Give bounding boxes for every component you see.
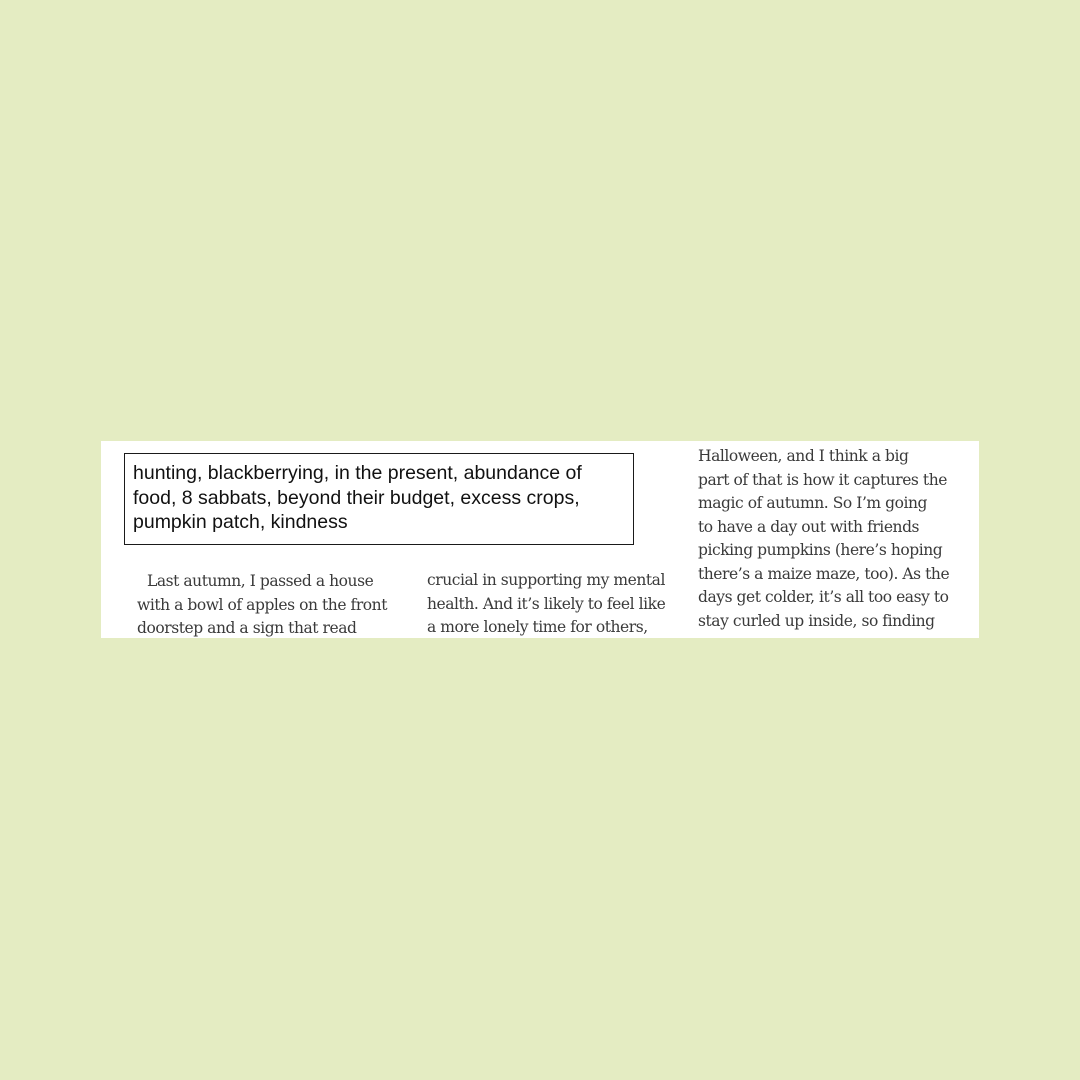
paragraph-line: crucial in supporting my mental [427, 571, 665, 589]
paragraph-line: Halloween, and I think a big [698, 447, 909, 465]
paragraph-line: health. And it’s likely to feel like [427, 594, 666, 613]
article-column-2 [427, 569, 677, 638]
paragraph-line: days get colder, it’s all too easy to [698, 588, 949, 606]
paragraph-line: to have a day out with friends [698, 517, 920, 536]
keyword-box [124, 453, 634, 545]
paragraph-line: Last autumn, I passed a house [147, 572, 374, 590]
paragraph-line: part of that is how it captures the [698, 470, 947, 489]
paragraph-line: stay curled up inside, so finding [698, 611, 935, 630]
paragraph-line: a more lonely time for others, [427, 618, 648, 636]
paragraph-line: doorstep and a sign that read [137, 619, 357, 637]
article-column-1 [137, 570, 412, 638]
paragraph-line: with a bowl of apples on the front [137, 595, 387, 614]
paragraph-line: magic of autumn. So I’m going [698, 494, 928, 512]
article-column-3 [698, 445, 968, 633]
keyword-line: pumpkin patch, kindness [133, 511, 348, 533]
keyword-line: food, 8 sabbats, beyond their budget, excess crops, [133, 486, 580, 509]
keyword-line: hunting, blackberrying, in the present, abundance of [133, 462, 582, 484]
paragraph-line: there’s a maize maze, too). As the [698, 564, 950, 583]
document-excerpt [101, 441, 979, 638]
paragraph-line: picking pumpkins (here’s hoping [698, 541, 943, 559]
